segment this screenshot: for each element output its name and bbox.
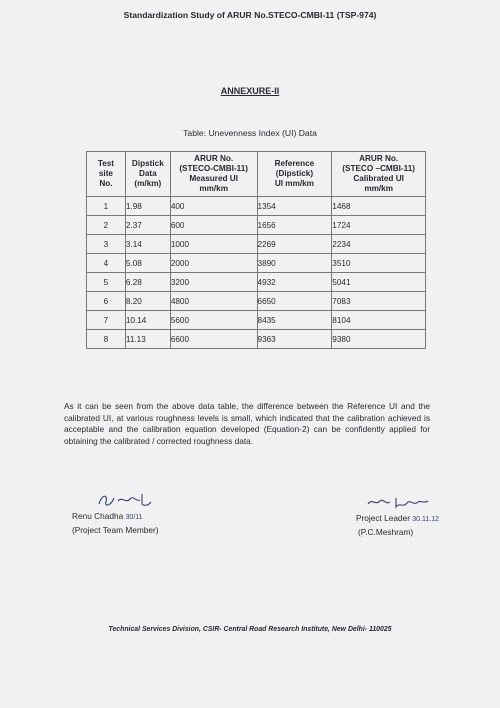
annexure-heading: ANNEXURE-II: [220, 86, 280, 96]
cell-reference: 1656: [257, 216, 332, 235]
cell-dipstick: 5.08: [125, 254, 170, 273]
table-row: [87, 197, 426, 216]
cell-site: 8: [87, 330, 126, 349]
cell-measured: 5600: [170, 311, 257, 330]
cell-reference: 8435: [257, 311, 332, 330]
table-row: [87, 235, 426, 254]
cell-dipstick: 3.14: [125, 235, 170, 254]
cell-reference: 2269: [257, 235, 332, 254]
cell-dipstick: 2.37: [125, 216, 170, 235]
signer-name: (P.C.Meshram): [358, 527, 414, 537]
cell-measured: 600: [170, 216, 257, 235]
table-header-row: [87, 152, 426, 197]
cell-dipstick: 11.13: [125, 330, 170, 349]
col-header-calibrated-ui: ARUR No. (STECO –CMBI-11) Calibrated UI mm/km: [332, 152, 426, 197]
table-row: [87, 292, 426, 311]
cell-site: 7: [87, 311, 126, 330]
signature-renu-chadha: [96, 488, 156, 510]
page-footer: Technical Services Division, CSIR- Central Road Research Institute, New Delhi- 110025: [108, 626, 392, 633]
cell-reference: 1354: [257, 197, 332, 216]
signature-date: 30.11.12: [412, 516, 440, 523]
cell-site: 2: [87, 216, 126, 235]
left-signature-block: [72, 510, 159, 537]
table-title: Table: Unevenness Index (UI) Data: [183, 128, 317, 138]
table-row: [87, 311, 426, 330]
cell-dipstick: 8.20: [125, 292, 170, 311]
cell-dipstick: 10.14: [125, 311, 170, 330]
cell-measured: 3200: [170, 273, 257, 292]
conclusion-paragraph: As it can be seen from the above data table, the difference between the Reference UI and the calibrated UI, at various roughness levels is small, which indicated that the calibration achieved is acceptable and the calibration equation developed (Equation-2) can be confidently applied for obtaining the calibrated / corrected roughness data.: [64, 401, 430, 446]
cell-calibrated: 1724: [332, 216, 426, 235]
table-row: [87, 273, 426, 292]
cell-calibrated: 2234: [332, 235, 426, 254]
table-row: [87, 216, 426, 235]
cell-measured: 400: [170, 197, 257, 216]
cell-calibrated: 7083: [332, 292, 426, 311]
table-row: [87, 254, 426, 273]
cell-measured: 1000: [170, 235, 257, 254]
cell-calibrated: 9380: [332, 330, 426, 349]
cell-site: 6: [87, 292, 126, 311]
signer-role: Project Leader 30.11.12: [356, 513, 440, 523]
cell-reference: 3890: [257, 254, 332, 273]
cell-dipstick: 6.28: [125, 273, 170, 292]
table-row: [87, 330, 426, 349]
cell-site: 1: [87, 197, 126, 216]
cell-reference: 4932: [257, 273, 332, 292]
cell-reference: 9363: [257, 330, 332, 349]
cell-reference: 6650: [257, 292, 332, 311]
col-header-test-site: Test site No.: [87, 152, 126, 197]
page-header: Standardization Study of ARUR No.STECO-CMBI-11 (TSP-974): [123, 10, 377, 20]
cell-site: 5: [87, 273, 126, 292]
cell-measured: 2000: [170, 254, 257, 273]
cell-calibrated: 8104: [332, 311, 426, 330]
signature-meshram: [366, 494, 432, 512]
col-header-dipstick: Dipstick Data (m/km): [125, 152, 170, 197]
signer-name: Renu Chadha 30/11: [72, 511, 143, 521]
signer-role: (Project Team Member): [72, 525, 159, 535]
cell-calibrated: 1468: [332, 197, 426, 216]
right-signature-block: [356, 512, 439, 539]
ui-data-table: [86, 151, 426, 349]
cell-calibrated: 3510: [332, 254, 426, 273]
cell-site: 4: [87, 254, 126, 273]
signature-date: 30/11: [125, 514, 143, 521]
cell-dipstick: 1.98: [125, 197, 170, 216]
col-header-reference-ui: Reference (Dipstick) UI mm/km: [257, 152, 332, 197]
col-header-measured-ui: ARUR No. (STECO-CMBI-11) Measured UI mm/km: [170, 152, 257, 197]
cell-measured: 6600: [170, 330, 257, 349]
cell-calibrated: 5041: [332, 273, 426, 292]
cell-measured: 4800: [170, 292, 257, 311]
cell-site: 3: [87, 235, 126, 254]
